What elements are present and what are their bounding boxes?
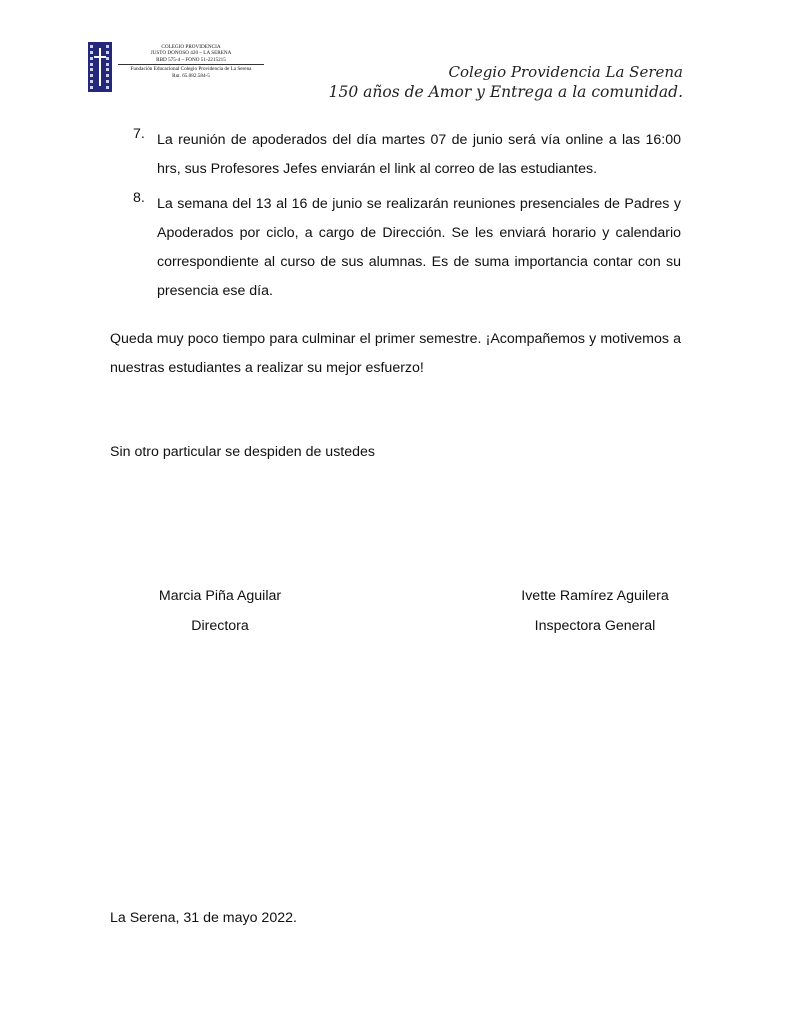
signature-right [510, 581, 680, 641]
signature-right-name: Ivette Ramírez Aguilera [521, 588, 669, 604]
school-tagline: 150 años de Amor y Entrega a la comunidad. [328, 83, 683, 101]
list-item [133, 190, 681, 306]
logo-line-school: COLEGIO PROVIDENCIA [161, 44, 221, 50]
header-block [329, 62, 683, 102]
farewell-paragraph: Sin otro particular se despiden de ustedes [110, 444, 375, 460]
signature-left-name: Marcia Piña Aguilar [158, 588, 282, 604]
logo-line-rbd: RBD 575-4 – FONO 51-2215215 [156, 56, 226, 63]
numbered-list [133, 126, 681, 312]
closing-paragraph: Queda muy poco tiempo para culminar el primer semestre. ¡Acompañemos y motivemos a nuestras estudiantes a realizar su mejor esfuerzo! [110, 331, 681, 376]
logo-line-rut: Rut. 65.082.584-5 [172, 72, 210, 79]
list-item [133, 126, 681, 184]
school-name: Colegio Providencia La Serena [448, 63, 683, 81]
list-item-number: 7. [133, 126, 145, 142]
signature-left [150, 581, 290, 641]
list-item-number: 8. [133, 190, 145, 206]
document-date: La Serena, 31 de mayo 2022. [110, 910, 297, 926]
school-logo [88, 42, 263, 92]
signature-left-role: Directora [191, 618, 249, 634]
logo-text [116, 44, 266, 79]
list-item-text: La semana del 13 al 16 de junio se realizarán reuniones presenciales de Padres y Apoderados por ciclo, a cargo de Dirección. Se les enviará horario y calendario correspondiente al curso de sus alumnas. Es de suma importancia contar con su presencia ese día. [157, 196, 681, 299]
logo-line-address: JUSTO DONOSO 420 – LA SERENA [150, 50, 232, 57]
signature-right-role: Inspectora General [534, 618, 656, 634]
logo-line-foundation: Fundación Educacional Colegio Providencia de La Serena [130, 66, 252, 73]
cross-emblem-icon [88, 42, 112, 92]
list-item-text: La reunión de apoderados del día martes 07 de junio será vía online a las 16:00 hrs, sus Profesores Jefes enviarán el link al correo de las estudiantes. [157, 132, 681, 177]
